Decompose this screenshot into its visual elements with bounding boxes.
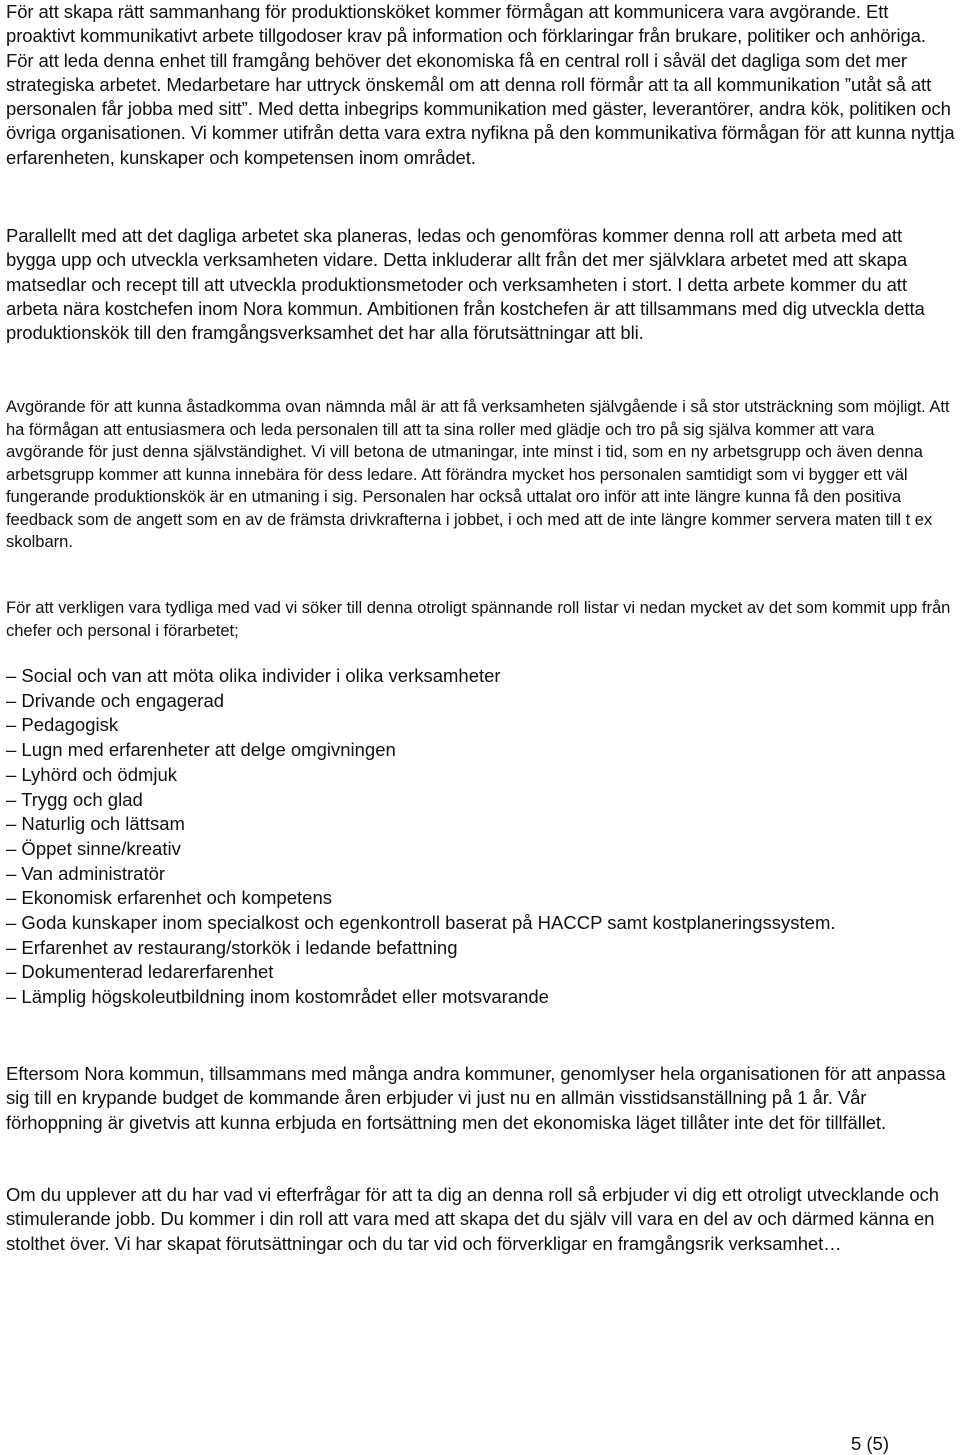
paragraph-challenges: Avgörande för att kunna åstadkomma ovan nämnda mål är att få verksamheten självgående i så stor utsträckning som möjligt. Att ha förmågan att entusiasmera och leda personalen till att ta sina roller med glädje och tro på sig själva kommer att vara avgörande för just denna självständighet. Vi vill betona de utmaningar, inte minst i tid, som en ny arbetsgrupp och även denna arbetsgrupp kommer att kunna innebära för dess ledare. Att förändra mycket hos personalen samtidigt som vi bygger ett väl fungerande produktionskök är en utmaning i sig. Personalen har också uttalat oro inför att inte längre kunna få den positiva feedback som de angett som en av de främsta drivkrafterna i jobbet, i och med att de inte längre kommer servera maten till t ex skolbarn. [6, 397, 950, 551]
paragraph-development: Parallellt med att det dagliga arbetet ska planeras, ledas och genomföras kommer denna roll att arbeta med att bygga upp och utveckla verksamheten vidare. Detta inkluderar allt från det mer självklara arbetet med att skapa matsedlar och recept till att utveckla produktionsmetoder och verksamheten i stort. I detta arbete kommer du att arbeta nära kostchefen inom Nora kommun. Ambitionen från kostchefen är att tillsammans med dig utveckla detta produktionskök till den framgångsverksamhet det har alla förutsättningar att bli. [6, 225, 925, 344]
list-item: – Van administratör [6, 862, 166, 884]
list-item: – Lämplig högskoleutbildning inom kostområdet eller motsvarande [6, 986, 549, 1008]
list-item: – Pedagogisk [6, 714, 119, 736]
page-number: 5 (5) [850, 1433, 889, 1454]
list-item: – Öppet sinne/kreativ [6, 837, 181, 859]
paragraph-closing: Om du upplever att du har vad vi efterfrågar för att ta dig an denna roll så erbjuder vi dig ett otroligt utvecklande och stimulerande jobb. Du kommer i din roll att vara med att skapa det du själv vill vara en del av och därmed känna en stolthet över. Vi har skapat förutsättningar och du tar vid och förverkligar en framgångsrik verksamhet… [6, 1184, 939, 1254]
requirements-list [6, 664, 836, 1010]
list-item: – Trygg och glad [6, 788, 143, 810]
list-item: – Lyhörd och ödmjuk [6, 763, 178, 785]
list-item: – Erfarenhet av restaurang/storkök i ledande befattning [6, 936, 458, 958]
list-item: – Lugn med erfarenheter att delge omgivningen [6, 739, 396, 761]
paragraph-communication: För att skapa rätt sammanhang för produktionsköket kommer förmågan att kommunicera vara avgörande. Ett proaktivt kommunikativt arbete tillgodoser krav på information och förklaringar från brukare, politiker och anhöriga. För att leda denna enhet till framgång behöver det ekonomiska få en central roll i såväl det dagliga som det mer strategiska arbetet. Medarbetare har uttryck önskemål om att denna roll förmår att ta all kommunikation ”utåt så att personalen får jobba med sitt”. Med detta inbegrips kommunikation med gäster, leverantörer, andra kök, politiken och övriga organisationen. Vi kommer utifrån detta vara extra nyfikna på den kommunikativa förmågan för att kunna nyttja erfarenheten, kunskaper och kompetensen inom området. [6, 1, 955, 168]
list-item: – Naturlig och lättsam [6, 813, 185, 835]
paragraph-employment-terms: Eftersom Nora kommun, tillsammans med många andra kommuner, genomlyser hela organisationen för att anpassa sig till en krypande budget de kommande åren erbjuder vi just nu en allmän visstidsanställning på 1 år. Vår förhoppning är givetvis att kunna erbjuda en fortsättning men det ekonomiska läget tillåter inte det för tillfället. [6, 1063, 946, 1133]
list-item: – Social och van att möta olika individer i olika verksamheter [6, 665, 501, 686]
paragraph-list-intro: För att verkligen vara tydliga med vad vi söker till denna otroligt spännande roll listar vi nedan mycket av det som kommit upp från chefer och personal i förarbetet; [6, 598, 951, 640]
list-item: – Ekonomisk erfarenhet och kompetens [6, 887, 332, 909]
list-item: – Dokumenterad ledarerfarenhet [6, 961, 274, 983]
list-item: – Drivande och engagerad [6, 689, 225, 711]
list-item: – Goda kunskaper inom specialkost och egenkontroll baserat på HACCP samt kostplaneringssystem. [6, 912, 836, 934]
